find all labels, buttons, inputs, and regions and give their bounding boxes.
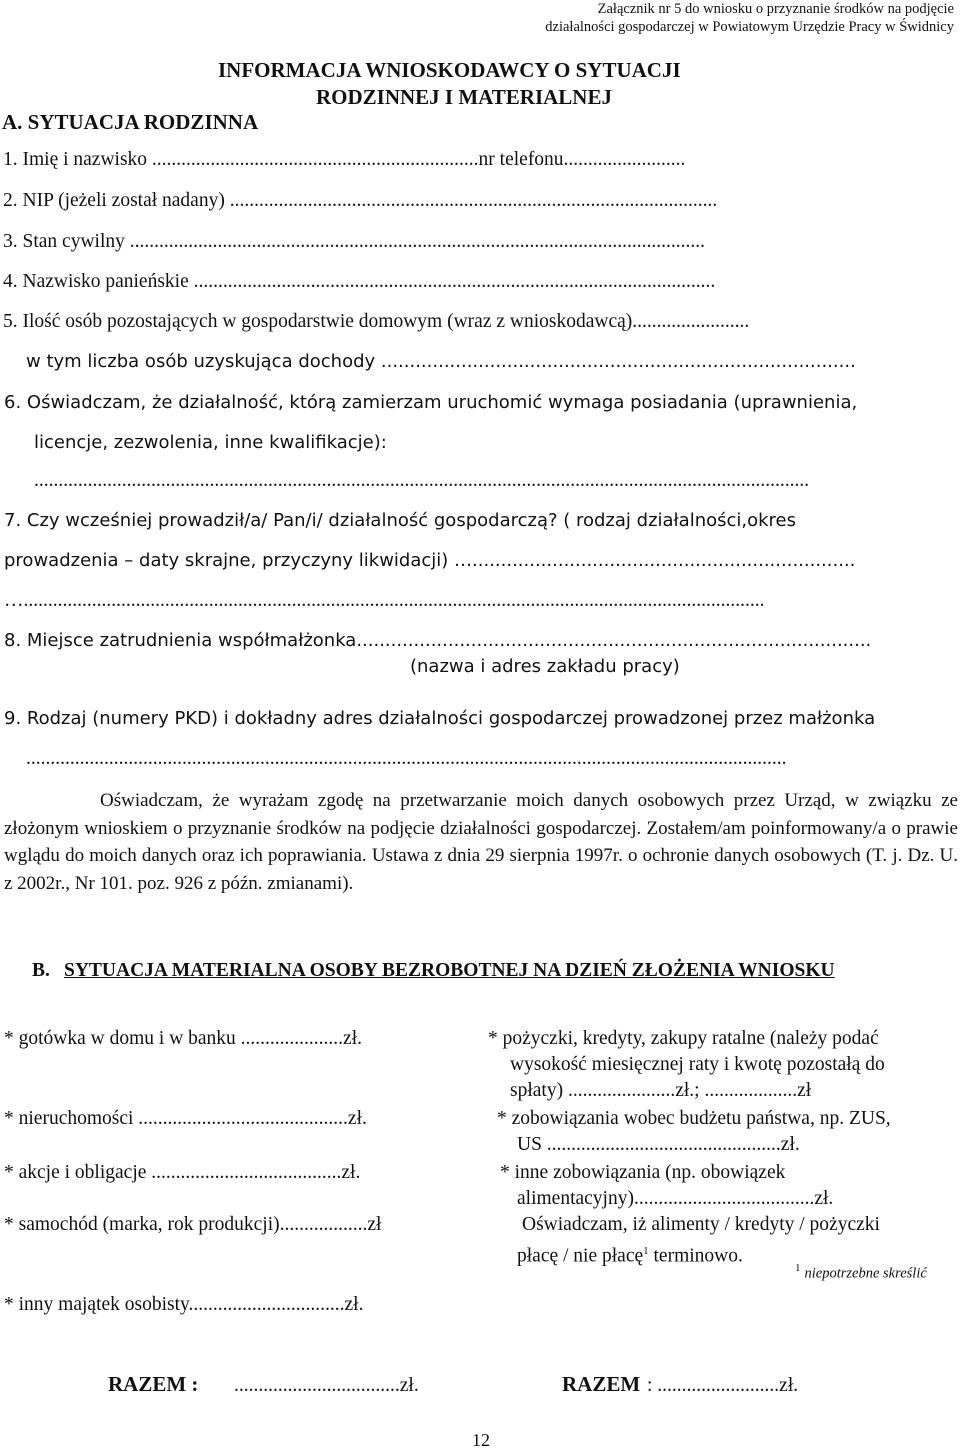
data-processing-consent: Oświadczam, że wyrażam zgodę na przetwarzanie moich danych osobowych przez Urząd, w związku ze złożonym wnioskiem o przyznanie środków na podjęcie działalności gospodarczej. Zostałem/am poinformowany/a o prawie wglądu do moich danych oraz ich poprawiania. Ustawa z dnia 29 sierpnia 1997r. o ochronie danych osobowych (T. j. Dz. U. z 2002r., Nr 101. poz. 926 z późn. zmianami). — [4, 790, 958, 894]
field-total-assets[interactable]: ..................................zł. — [234, 1375, 419, 1396]
item9-question: 9. Rodzaj (numery PKD) i dokładny adres działalności gospodarczej prowadzonej przez małżonka — [4, 708, 876, 729]
field-stocks-bonds[interactable]: * akcje i obligacje .......................................zł. — [4, 1162, 361, 1183]
footnote: $^1$ niepotrzebne skreślić — [795, 1262, 927, 1282]
page-number: 12 — [472, 1430, 490, 1450]
total-liabilities-label: RAZEM — [562, 1372, 641, 1396]
field-previous-business[interactable]: prowadzenia – daty skrajne, przyczyny likwidacji) …................................................................... — [4, 550, 856, 571]
item6-statement: 6. Oświadczam, że działalność, którą zamierzam uruchomić wymaga posiadania (uprawnienia, — [4, 392, 858, 413]
liability-other-label: * inne zobowiązania (np. obowiązek — [500, 1162, 786, 1183]
document-title-line2: RODZINNEJ I MATERIALNEJ — [316, 85, 612, 109]
footnote-mark: 1 — [643, 1245, 649, 1257]
field-name-phone[interactable]: 1. Imię i nazwisko ...................................................................nr telefonu......................... — [3, 149, 686, 170]
field-earning-persons[interactable]: w tym liczba osób uzyskująca dochody ................................................................................... — [26, 351, 856, 372]
field-maiden-name[interactable]: 4. Nazwisko panieńskie ........................................................................................................... — [3, 271, 716, 292]
field-loans[interactable]: spłaty) ......................zł.; ...................zł — [510, 1080, 812, 1101]
annex-header-line1: Załącznik nr 5 do wniosku o przyznanie środków na podjęcie — [597, 1, 954, 17]
total-assets-label: RAZEM : — [108, 1372, 199, 1396]
alimony-statement-cont: płacę / nie płacę$^1$ terminowo. — [517, 1245, 743, 1267]
section-b-heading: SYTUACJA MATERIALNA OSOBY BEZROBOTNEJ NA DZIEŃ ZŁOŻENIA WNIOSKU — [64, 960, 835, 981]
field-cash[interactable]: * gotówka w domu i w banku .....................zł. — [4, 1028, 363, 1049]
field-previous-business-cont[interactable]: …........................................................................................................................................................ — [4, 590, 765, 611]
field-nip[interactable]: 2. NIP (jeżeli został nadany) .................................................................................................... — [3, 190, 718, 211]
field-spouse-employment[interactable]: 8. Miejsce zatrudnienia współmałżonka.......................................................................................... — [4, 630, 872, 651]
annex-header-line2: działalności gospodarczej w Powiatowym Urzędzie Pracy w Świdnicy — [545, 19, 954, 35]
liability-loans-label-cont: wysokość miesięcznej raty i kwotę pozostałą do — [510, 1054, 885, 1075]
alimony-statement: Oświadczam, iż alimenty / kredyty / pożyczki — [522, 1214, 880, 1235]
field-household-size[interactable]: 5. Ilość osób pozostających w gospodarstwie domowym (wraz z wnioskodawcą)........................ — [3, 311, 750, 332]
field-car[interactable]: * samochód (marka, rok produkcji)..................zł — [4, 1214, 382, 1235]
document-title-line1: INFORMACJA WNIOSKODAWCY O SYTUACJI — [218, 58, 681, 82]
liability-loans-label: * pożyczki, kredyty, zakupy ratalne (należy podać — [488, 1028, 879, 1049]
section-a-heading: A. SYTUACJA RODZINNA — [2, 110, 259, 134]
field-other-liabilities[interactable]: alimentacyjny).....................................zł. — [517, 1188, 834, 1209]
field-spouse-business[interactable]: ............................................................................................................................................................ — [26, 748, 787, 769]
spouse-employment-hint: (nazwa i adres zakładu pracy) — [410, 656, 680, 677]
field-real-estate[interactable]: * nieruchomości ...........................................zł. — [4, 1108, 367, 1129]
field-budget-liabilities[interactable]: US ................................................zł. — [517, 1134, 800, 1155]
liability-budget-label: * zobowiązania wobec budżetu państwa, np. ZUS, — [497, 1108, 891, 1129]
field-other-assets[interactable]: * inny majątek osobisty................................zł. — [4, 1294, 364, 1315]
field-qualifications[interactable]: ............................................................................................................................................................... — [34, 470, 810, 491]
field-marital-status[interactable]: 3. Stan cywilny ...................................................................................................................... — [3, 231, 705, 252]
section-b-label: B. — [32, 960, 50, 981]
item6-statement-cont: licencje, zezwolenia, inne kwalifikacje): — [34, 432, 387, 453]
item7-question: 7. Czy wcześniej prowadził/a/ Pan/i/ działalność gospodarczą? ( rodzaj działalności,okres — [4, 510, 796, 531]
field-total-liabilities[interactable]: : .........................zł. — [647, 1375, 799, 1396]
